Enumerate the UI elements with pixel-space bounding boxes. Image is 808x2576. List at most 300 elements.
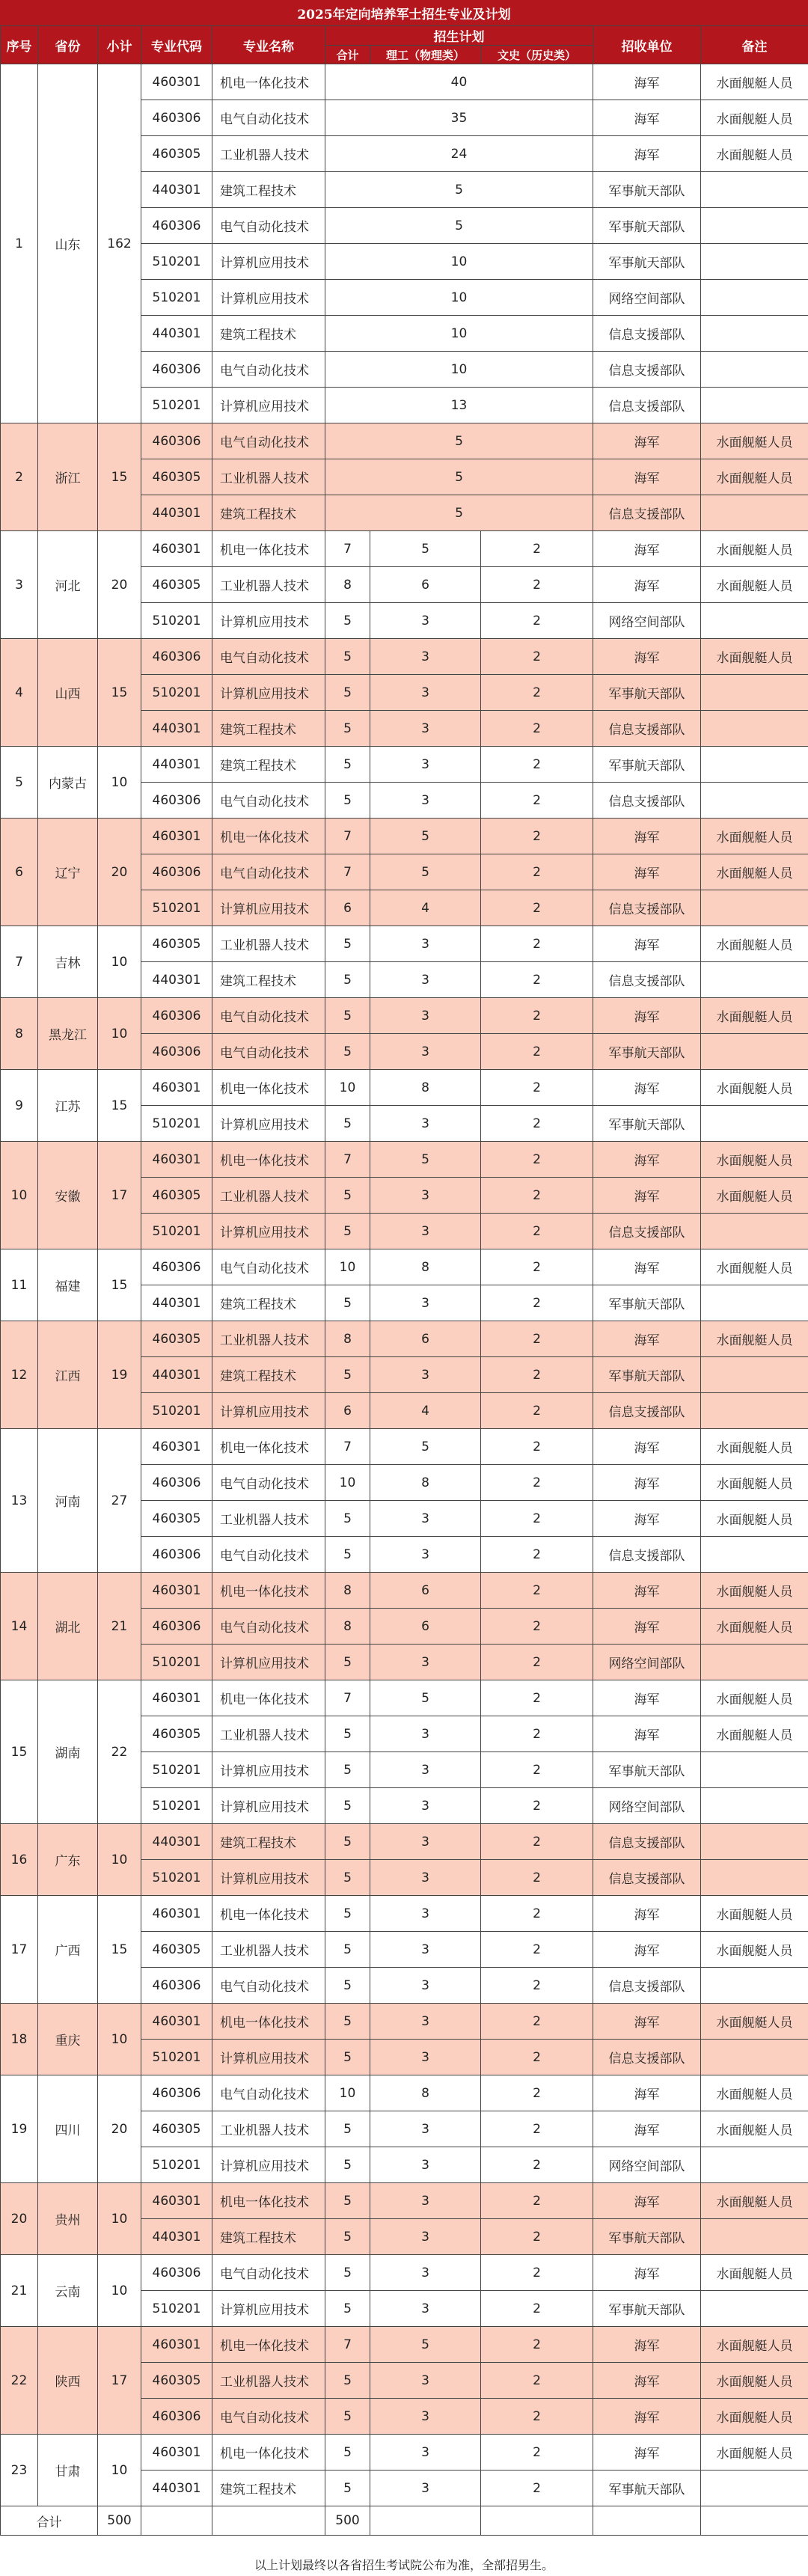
- cell-province: 浙江: [38, 423, 98, 531]
- cell-liberal: 2: [481, 1465, 593, 1501]
- table-title: 2025年定向培养军士招生专业及计划: [0, 0, 808, 25]
- cell-plan-count: 13: [325, 388, 593, 423]
- cell-science: 4: [370, 890, 481, 926]
- cell-liberal: 2: [481, 1896, 593, 1932]
- cell-seq: 17: [1, 1896, 38, 2004]
- cell-remark: 水面舰艇人员: [701, 100, 808, 136]
- cell-science: 6: [370, 1573, 481, 1609]
- cell-liberal: 2: [481, 2040, 593, 2075]
- cell-science: 3: [370, 1501, 481, 1537]
- cell-unit: 海军: [593, 1896, 701, 1932]
- cell-unit: 海军: [593, 1142, 701, 1178]
- cell-remark: [701, 316, 808, 352]
- cell-major-name: 工业机器人技术: [212, 1716, 325, 1752]
- cell-province: 吉林: [38, 926, 98, 998]
- cell-total: 5: [325, 2111, 370, 2147]
- table-row: [1, 2075, 808, 2111]
- cell-major-code: 510201: [141, 2040, 212, 2075]
- cell-major-name: 电气自动化技术: [212, 1537, 325, 1573]
- cell-science: 3: [370, 1788, 481, 1824]
- cell-unit: 海军: [593, 100, 701, 136]
- table-row: [1, 998, 808, 1034]
- cell-major-code: 440301: [141, 2471, 212, 2506]
- cell-remark: [701, 711, 808, 747]
- cell-major-name: 电气自动化技术: [212, 1968, 325, 2004]
- cell-major-name: 机电一体化技术: [212, 2327, 325, 2363]
- cell-seq: 23: [1, 2435, 38, 2506]
- cell-science: 3: [370, 1968, 481, 2004]
- cell-total: 5: [325, 998, 370, 1034]
- cell-major-code: 460306: [141, 1249, 212, 1285]
- cell-major-name: 电气自动化技术: [212, 854, 325, 890]
- cell-seq: 9: [1, 1070, 38, 1142]
- cell-science: 3: [370, 639, 481, 675]
- cell-unit: 网络空间部队: [593, 2147, 701, 2183]
- cell-unit: 海军: [593, 2183, 701, 2219]
- cell-subtotal: 162: [98, 64, 141, 423]
- cell-science: 8: [370, 1249, 481, 1285]
- cell-liberal: 2: [481, 998, 593, 1034]
- cell-liberal: 2: [481, 1249, 593, 1285]
- cell-remark: 水面舰艇人员: [701, 998, 808, 1034]
- cell-major-name: 建筑工程技术: [212, 172, 325, 208]
- cell-major-code: 460305: [141, 1321, 212, 1357]
- cell-major-code: 460305: [141, 2111, 212, 2147]
- cell-major-name: 计算机应用技术: [212, 1752, 325, 1788]
- table-row: [1, 2004, 808, 2040]
- cell-remark: 水面舰艇人员: [701, 531, 808, 567]
- cell-major-name: 电气自动化技术: [212, 208, 325, 244]
- cell-liberal: 2: [481, 1214, 593, 1249]
- cell-liberal: 2: [481, 747, 593, 783]
- cell-plan-count: 5: [325, 459, 593, 495]
- table-row: [1, 926, 808, 962]
- cell-total: 5: [325, 1716, 370, 1752]
- cell-major-code: 510201: [141, 1752, 212, 1788]
- cell-total: 5: [325, 675, 370, 711]
- cell-total: 5: [325, 1932, 370, 1968]
- cell-science: 3: [370, 2363, 481, 2399]
- cell-science: 3: [370, 2219, 481, 2255]
- cell-seq: 12: [1, 1321, 38, 1429]
- cell-remark: [701, 1357, 808, 1393]
- cell-science: 3: [370, 1860, 481, 1896]
- cell-plan-count: 10: [325, 244, 593, 280]
- cell-remark: 水面舰艇人员: [701, 1249, 808, 1285]
- cell-remark: [701, 962, 808, 998]
- cell-remark: [701, 1393, 808, 1429]
- cell-liberal: 2: [481, 2183, 593, 2219]
- cell-major-code: 510201: [141, 2291, 212, 2327]
- cell-unit: 信息支援部队: [593, 1214, 701, 1249]
- cell-science: 6: [370, 567, 481, 603]
- cell-remark: 水面舰艇人员: [701, 1573, 808, 1609]
- cell-major-name: 电气自动化技术: [212, 423, 325, 459]
- cell-liberal: 2: [481, 2363, 593, 2399]
- cell-unit: 海军: [593, 64, 701, 100]
- cell-science: 5: [370, 819, 481, 854]
- cell-liberal: 2: [481, 1321, 593, 1357]
- cell-unit: 海军: [593, 423, 701, 459]
- header-remarks: 备注: [701, 26, 808, 64]
- cell-unit: 军事航天部队: [593, 675, 701, 711]
- cell-remark: 水面舰艇人员: [701, 423, 808, 459]
- cell-liberal: 2: [481, 2399, 593, 2435]
- cell-remark: 水面舰艇人员: [701, 1896, 808, 1932]
- cell-unit: 信息支援部队: [593, 711, 701, 747]
- cell-remark: [701, 172, 808, 208]
- cell-unit: 军事航天部队: [593, 2471, 701, 2506]
- cell-major-code: 460301: [141, 1896, 212, 1932]
- totals-empty-2: [212, 2506, 325, 2536]
- cell-total: 5: [325, 2004, 370, 2040]
- cell-major-name: 工业机器人技术: [212, 459, 325, 495]
- cell-liberal: 2: [481, 567, 593, 603]
- cell-remark: [701, 2040, 808, 2075]
- header-unit: 招收单位: [593, 26, 701, 64]
- cell-remark: 水面舰艇人员: [701, 459, 808, 495]
- cell-unit: 海军: [593, 2327, 701, 2363]
- cell-major-name: 工业机器人技术: [212, 926, 325, 962]
- cell-major-code: 460301: [141, 1573, 212, 1609]
- cell-province: 广西: [38, 1896, 98, 2004]
- cell-unit: 海军: [593, 1465, 701, 1501]
- totals-label: 合计: [1, 2506, 98, 2536]
- cell-total: 7: [325, 819, 370, 854]
- cell-liberal: 2: [481, 1537, 593, 1573]
- cell-science: 3: [370, 747, 481, 783]
- cell-liberal: 2: [481, 1357, 593, 1393]
- table-row: [1, 819, 808, 854]
- cell-total: 5: [325, 1034, 370, 1070]
- cell-major-name: 电气自动化技术: [212, 783, 325, 819]
- table-row: [1, 64, 808, 100]
- header-seq: 序号: [1, 26, 38, 64]
- table-row: [1, 531, 808, 567]
- cell-liberal: 2: [481, 1429, 593, 1465]
- header-subtotal: 小计: [98, 26, 141, 64]
- cell-science: 3: [370, 1357, 481, 1393]
- cell-remark: 水面舰艇人员: [701, 819, 808, 854]
- cell-unit: 海军: [593, 136, 701, 172]
- totals-total: 500: [325, 2506, 370, 2536]
- cell-unit: 网络空间部队: [593, 603, 701, 639]
- cell-remark: 水面舰艇人员: [701, 2075, 808, 2111]
- cell-unit: 海军: [593, 459, 701, 495]
- cell-remark: 水面舰艇人员: [701, 1142, 808, 1178]
- cell-major-name: 机电一体化技术: [212, 2435, 325, 2471]
- cell-province: 云南: [38, 2255, 98, 2327]
- cell-province: 江苏: [38, 1070, 98, 1142]
- cell-seq: 18: [1, 2004, 38, 2075]
- cell-liberal: 2: [481, 1609, 593, 1645]
- cell-major-code: 460306: [141, 423, 212, 459]
- cell-major-name: 计算机应用技术: [212, 1393, 325, 1429]
- cell-major-name: 建筑工程技术: [212, 316, 325, 352]
- cell-remark: 水面舰艇人员: [701, 136, 808, 172]
- cell-remark: [701, 1824, 808, 1860]
- cell-remark: [701, 1860, 808, 1896]
- cell-major-code: 460305: [141, 1932, 212, 1968]
- cell-science: 3: [370, 2471, 481, 2506]
- cell-remark: [701, 747, 808, 783]
- cell-liberal: 2: [481, 1501, 593, 1537]
- cell-unit: 信息支援部队: [593, 890, 701, 926]
- cell-province: 黑龙江: [38, 998, 98, 1070]
- cell-total: 5: [325, 1752, 370, 1788]
- cell-total: 5: [325, 2183, 370, 2219]
- cell-major-name: 建筑工程技术: [212, 711, 325, 747]
- cell-remark: 水面舰艇人员: [701, 567, 808, 603]
- cell-remark: [701, 2471, 808, 2506]
- cell-major-code: 440301: [141, 747, 212, 783]
- cell-subtotal: 10: [98, 2183, 141, 2255]
- cell-major-name: 计算机应用技术: [212, 603, 325, 639]
- cell-major-name: 计算机应用技术: [212, 2040, 325, 2075]
- cell-liberal: 2: [481, 1178, 593, 1214]
- cell-major-code: 460301: [141, 1429, 212, 1465]
- cell-major-name: 建筑工程技术: [212, 1285, 325, 1321]
- cell-seq: 14: [1, 1573, 38, 1680]
- cell-total: 10: [325, 1249, 370, 1285]
- cell-unit: 海军: [593, 2111, 701, 2147]
- cell-liberal: 2: [481, 1285, 593, 1321]
- cell-major-code: 510201: [141, 280, 212, 316]
- cell-remark: [701, 2291, 808, 2327]
- cell-subtotal: 10: [98, 747, 141, 819]
- cell-major-code: 460301: [141, 819, 212, 854]
- cell-unit: 海军: [593, 1321, 701, 1357]
- cell-science: 6: [370, 1321, 481, 1357]
- cell-major-code: 460306: [141, 783, 212, 819]
- cell-major-code: 510201: [141, 675, 212, 711]
- cell-major-name: 建筑工程技术: [212, 2471, 325, 2506]
- totals-empty-5: [593, 2506, 701, 2536]
- cell-total: 5: [325, 1178, 370, 1214]
- cell-major-name: 电气自动化技术: [212, 1249, 325, 1285]
- cell-total: 5: [325, 603, 370, 639]
- cell-unit: 海军: [593, 1249, 701, 1285]
- cell-major-code: 460301: [141, 531, 212, 567]
- cell-total: 5: [325, 2435, 370, 2471]
- cell-liberal: 2: [481, 962, 593, 998]
- cell-total: 5: [325, 1968, 370, 2004]
- cell-unit: 军事航天部队: [593, 1752, 701, 1788]
- cell-science: 3: [370, 1645, 481, 1680]
- cell-science: 4: [370, 1393, 481, 1429]
- cell-unit: 海军: [593, 1070, 701, 1106]
- cell-science: 3: [370, 2255, 481, 2291]
- cell-major-name: 电气自动化技术: [212, 1609, 325, 1645]
- cell-liberal: 2: [481, 1680, 593, 1716]
- cell-remark: [701, 1106, 808, 1142]
- cell-liberal: 2: [481, 890, 593, 926]
- cell-total: 5: [325, 1896, 370, 1932]
- cell-liberal: 2: [481, 2147, 593, 2183]
- cell-remark: 水面舰艇人员: [701, 854, 808, 890]
- cell-major-name: 计算机应用技术: [212, 244, 325, 280]
- cell-major-code: 510201: [141, 244, 212, 280]
- cell-major-name: 工业机器人技术: [212, 2363, 325, 2399]
- cell-seq: 4: [1, 639, 38, 747]
- cell-subtotal: 10: [98, 2435, 141, 2506]
- cell-remark: 水面舰艇人员: [701, 926, 808, 962]
- cell-unit: 海军: [593, 1178, 701, 1214]
- header-major-code: 专业代码: [141, 26, 212, 64]
- cell-major-code: 440301: [141, 2219, 212, 2255]
- cell-major-code: 460306: [141, 352, 212, 388]
- table-header: [1, 26, 808, 64]
- cell-science: 3: [370, 1537, 481, 1573]
- cell-total: 5: [325, 639, 370, 675]
- cell-remark: [701, 495, 808, 531]
- cell-liberal: 2: [481, 2435, 593, 2471]
- cell-major-name: 电气自动化技术: [212, 2255, 325, 2291]
- cell-subtotal: 15: [98, 639, 141, 747]
- cell-liberal: 2: [481, 1860, 593, 1896]
- cell-remark: 水面舰艇人员: [701, 1609, 808, 1645]
- cell-major-name: 建筑工程技术: [212, 2219, 325, 2255]
- cell-science: 8: [370, 1070, 481, 1106]
- cell-total: 7: [325, 1142, 370, 1178]
- cell-science: 8: [370, 2075, 481, 2111]
- cell-total: 5: [325, 1860, 370, 1896]
- cell-unit: 军事航天部队: [593, 208, 701, 244]
- cell-seq: 6: [1, 819, 38, 926]
- cell-major-code: 510201: [141, 388, 212, 423]
- cell-remark: [701, 783, 808, 819]
- cell-seq: 15: [1, 1680, 38, 1824]
- cell-total: 5: [325, 2219, 370, 2255]
- cell-major-name: 工业机器人技术: [212, 136, 325, 172]
- table-body: [1, 64, 808, 2506]
- cell-major-code: 460306: [141, 208, 212, 244]
- cell-plan-count: 10: [325, 352, 593, 388]
- cell-major-code: 460306: [141, 1968, 212, 2004]
- cell-plan-count: 24: [325, 136, 593, 172]
- cell-remark: 水面舰艇人员: [701, 639, 808, 675]
- cell-subtotal: 19: [98, 1321, 141, 1429]
- cell-unit: 信息支援部队: [593, 1824, 701, 1860]
- header-liberal: 文史（历史类）: [481, 46, 593, 64]
- cell-subtotal: 17: [98, 1142, 141, 1249]
- cell-major-code: 510201: [141, 1393, 212, 1429]
- cell-major-code: 440301: [141, 1824, 212, 1860]
- cell-major-name: 机电一体化技术: [212, 1142, 325, 1178]
- cell-major-code: 460301: [141, 2004, 212, 2040]
- cell-unit: 海军: [593, 2363, 701, 2399]
- cell-science: 5: [370, 531, 481, 567]
- cell-major-name: 电气自动化技术: [212, 998, 325, 1034]
- cell-major-code: 510201: [141, 1788, 212, 1824]
- cell-total: 5: [325, 1214, 370, 1249]
- cell-major-code: 460301: [141, 1142, 212, 1178]
- cell-science: 3: [370, 1896, 481, 1932]
- cell-remark: 水面舰艇人员: [701, 1178, 808, 1214]
- cell-science: 3: [370, 2040, 481, 2075]
- cell-liberal: 2: [481, 2004, 593, 2040]
- cell-unit: 海军: [593, 1932, 701, 1968]
- cell-unit: 海军: [593, 531, 701, 567]
- cell-liberal: 2: [481, 819, 593, 854]
- header-plan: 招生计划: [325, 26, 593, 46]
- cell-unit: 军事航天部队: [593, 244, 701, 280]
- cell-remark: [701, 280, 808, 316]
- cell-province: 四川: [38, 2075, 98, 2183]
- cell-major-name: 计算机应用技术: [212, 675, 325, 711]
- cell-unit: 信息支援部队: [593, 2040, 701, 2075]
- cell-major-name: 电气自动化技术: [212, 1034, 325, 1070]
- cell-science: 3: [370, 1034, 481, 1070]
- cell-total: 8: [325, 1321, 370, 1357]
- cell-seq: 16: [1, 1824, 38, 1896]
- cell-total: 5: [325, 1645, 370, 1680]
- cell-total: 6: [325, 890, 370, 926]
- cell-major-name: 机电一体化技术: [212, 819, 325, 854]
- cell-unit: 信息支援部队: [593, 316, 701, 352]
- cell-science: 3: [370, 962, 481, 998]
- cell-major-name: 电气自动化技术: [212, 1465, 325, 1501]
- cell-subtotal: 10: [98, 1824, 141, 1896]
- cell-unit: 海军: [593, 1501, 701, 1537]
- cell-subtotal: 20: [98, 531, 141, 639]
- cell-science: 3: [370, 998, 481, 1034]
- cell-major-code: 510201: [141, 1214, 212, 1249]
- cell-remark: 水面舰艇人员: [701, 1070, 808, 1106]
- cell-liberal: 2: [481, 2327, 593, 2363]
- cell-remark: 水面舰艇人员: [701, 1465, 808, 1501]
- cell-remark: 水面舰艇人员: [701, 1321, 808, 1357]
- cell-major-code: 510201: [141, 603, 212, 639]
- cell-remark: 水面舰艇人员: [701, 2435, 808, 2471]
- cell-unit: 海军: [593, 819, 701, 854]
- cell-science: 3: [370, 2004, 481, 2040]
- cell-liberal: 2: [481, 1034, 593, 1070]
- cell-liberal: 2: [481, 2471, 593, 2506]
- cell-seq: 5: [1, 747, 38, 819]
- cell-province: 陕西: [38, 2327, 98, 2435]
- cell-unit: 海军: [593, 2075, 701, 2111]
- cell-subtotal: 20: [98, 2075, 141, 2183]
- cell-major-name: 机电一体化技术: [212, 531, 325, 567]
- cell-major-code: 460305: [141, 567, 212, 603]
- cell-province: 江西: [38, 1321, 98, 1429]
- cell-remark: 水面舰艇人员: [701, 2399, 808, 2435]
- cell-major-code: 460301: [141, 2327, 212, 2363]
- cell-plan-count: 5: [325, 172, 593, 208]
- cell-major-name: 机电一体化技术: [212, 1896, 325, 1932]
- cell-total: 5: [325, 1788, 370, 1824]
- cell-major-name: 电气自动化技术: [212, 2075, 325, 2111]
- cell-major-code: 510201: [141, 1645, 212, 1680]
- cell-science: 5: [370, 1680, 481, 1716]
- cell-unit: 军事航天部队: [593, 1106, 701, 1142]
- cell-total: 7: [325, 1680, 370, 1716]
- cell-unit: 海军: [593, 1716, 701, 1752]
- cell-remark: [701, 1752, 808, 1788]
- cell-science: 3: [370, 926, 481, 962]
- cell-total: 5: [325, 2399, 370, 2435]
- cell-major-code: 460305: [141, 136, 212, 172]
- cell-province: 河北: [38, 531, 98, 639]
- cell-unit: 海军: [593, 2399, 701, 2435]
- cell-major-name: 机电一体化技术: [212, 64, 325, 100]
- cell-remark: 水面舰艇人员: [701, 1932, 808, 1968]
- cell-plan-count: 10: [325, 316, 593, 352]
- cell-major-name: 机电一体化技术: [212, 1429, 325, 1465]
- cell-unit: 军事航天部队: [593, 1285, 701, 1321]
- cell-total: 7: [325, 854, 370, 890]
